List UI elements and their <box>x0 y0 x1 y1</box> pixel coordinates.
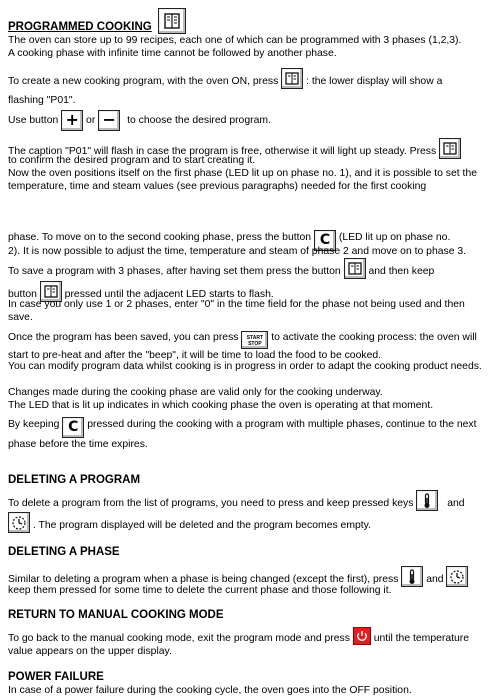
create-program-text: To create a new cooking program, with the oven ON, press : the lower display will show a <box>8 68 488 89</box>
save-phases-text: In case you only use 1 or 2 phases, enter "0" in the time field for the phase not being used and then save. <box>8 299 465 323</box>
thermometer-icon <box>416 490 438 511</box>
program-icon <box>439 138 461 159</box>
manual-mode-heading: RETURN TO MANUAL COOKING MODE <box>8 609 224 621</box>
programmed-heading-row <box>8 8 186 34</box>
second-phase-text: phase. To move on to the second cooking phase, press the button C (LED lit up on phase no. <box>8 230 488 251</box>
manual-mode-text: To go back to the manual cooking mode, exit the program mode and press until the temperature value appears on the upper display. <box>8 627 488 658</box>
start-program-text: Once the program has been saved, you can press START STOP to activate the cooking process: the oven will start to pre-heat and after the "beep", it will be time to load the food to be cooked. <box>8 332 477 361</box>
minus-icon: − <box>98 110 120 131</box>
save-program-text: To save a program with 3 phases, after having set them press the button and then keep <box>8 258 488 279</box>
power-icon <box>353 627 371 645</box>
first-phase-text: Now the oven positions itself on the first phase (LED lit up on phase no. 1), and it is possible to set the temperature, time and steam values (see previous paragraphs) needed for the first cooking <box>8 168 477 192</box>
delete-phase-text: Similar to deleting a program when a phase is being changed (except the first), press and <box>8 566 488 587</box>
programmed-intro-1: The oven can store up to 99 recipes, each one of which can be programmed with 3 phases (1,2,3). <box>8 35 462 46</box>
programmed-intro-2: A cooking phase with infinite time cannot be followed by another phase. <box>8 48 337 59</box>
programmed-heading: PROGRAMMED COOKING <box>8 21 152 33</box>
program-icon <box>158 8 186 34</box>
delete-program-text-2: . The program displayed will be deleted and the program becomes empty. <box>8 512 488 533</box>
power-failure-text: In case of a power failure during the cooking cycle, the oven goes into the OFF position. <box>8 685 412 696</box>
choose-program-text: Use button + or − to choose the desired program. <box>8 110 271 129</box>
caption-text: The caption "P01" will flash in case the program is free, otherwise it will light up steady. Press <box>8 138 488 159</box>
delete-program-heading: DELETING A PROGRAM <box>8 474 141 486</box>
next-phase-text: By keeping C pressed during the cooking with a program with multiple phases, continue to the next phase before the time expires. <box>8 419 477 450</box>
changes-text: Changes made during the cooking phase are valid only for the cooking underway. <box>8 387 383 398</box>
led-text: The LED that is lit up indicates in which cooking phase the oven is operating at that moment. <box>8 400 434 411</box>
delete-phase-text-2: keep them pressed for some time to delete the current phase and those following it. <box>8 585 392 596</box>
c-button-icon: C <box>62 417 84 438</box>
create-program-text-2: flashing "P01". <box>8 95 76 106</box>
power-failure-heading: POWER FAILURE <box>8 671 104 683</box>
delete-program-text: To delete a program from the list of programs, you need to press and keep pressed keys and <box>8 490 488 511</box>
save-program-text-2: button pressed until the adjacent LED starts to flash. <box>8 281 274 302</box>
program-icon <box>281 68 303 89</box>
start-stop-icon: START STOP <box>241 331 268 349</box>
modify-text: You can modify program data whilst cooking is in progress in order to adapt the cooking product needs. <box>8 361 482 372</box>
plus-icon: + <box>61 110 83 131</box>
c-button-icon: C <box>314 230 336 251</box>
delete-phase-heading: DELETING A PHASE <box>8 546 120 558</box>
caption-text-2: to confirm the desired program and to start creating it. <box>8 155 256 166</box>
second-phase-text-2: 2). It is now possible to adjust the time, temperature and steam of phase 2 and move on to phase 3. <box>8 246 467 257</box>
timer-icon <box>8 512 30 533</box>
program-icon <box>344 258 366 279</box>
